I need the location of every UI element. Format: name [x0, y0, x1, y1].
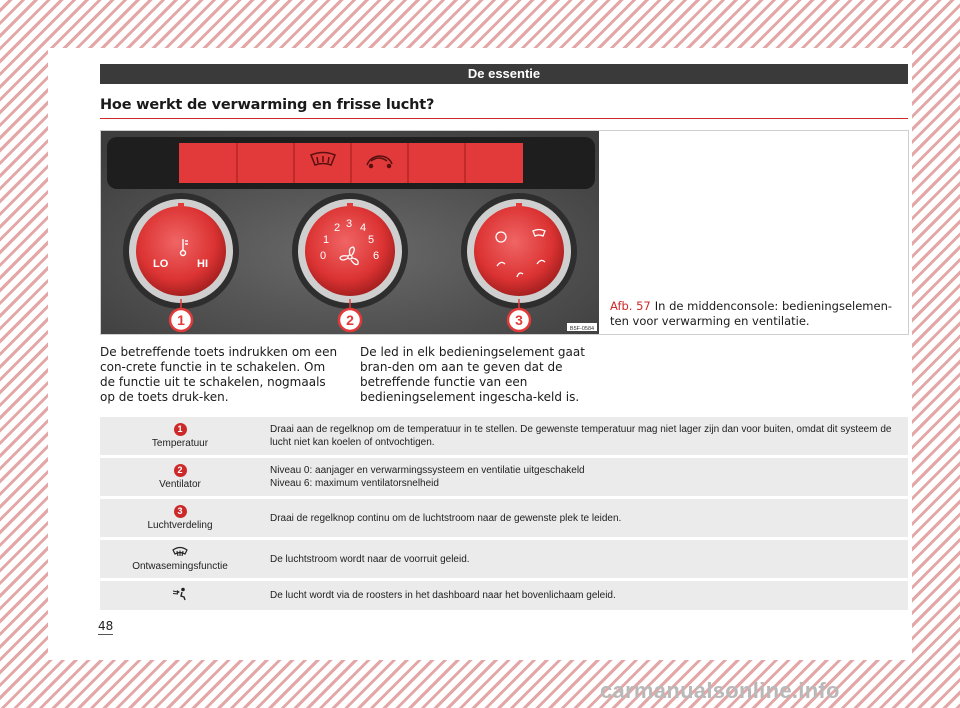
description-line: Niveau 0: aanjager en verwarmingssysteem en ventilatie uitgeschakeld: [270, 465, 585, 476]
svg-text:0: 0: [320, 250, 327, 262]
legend-description: De luchtstroom wordt naar de voorruit geleid.: [260, 540, 908, 578]
number-badge: 1: [174, 423, 187, 436]
svg-text:4: 4: [360, 222, 367, 234]
chapter-header: De essentie: [100, 64, 908, 84]
svg-text:5: 5: [368, 234, 375, 246]
svg-text:6: 6: [373, 250, 380, 262]
watermark: carmanualsonline.info: [600, 678, 840, 703]
figure-code: B5F-0584: [569, 326, 595, 332]
defrost-icon: [172, 546, 188, 558]
legend-symbol-cell: [100, 458, 260, 496]
table-row: [100, 581, 908, 610]
legend-description: Draai aan de regelknop om de temperatuur in te stellen. De gewenste temperatuur mag niet lager zijn dan voor buiten, omdat dit systeem de lucht niet kan koelen of ontvochtigen.: [260, 417, 908, 455]
page-title: Hoe werkt de verwarming en frisse lucht?: [100, 97, 435, 113]
caption-panel: [599, 130, 909, 335]
legend-label: Temperatuur: [151, 438, 209, 449]
page-number: 48: [98, 619, 114, 633]
legend-description: De lucht wordt via de roosters in het dashboard naar het bovenlichaam geleid.: [260, 581, 908, 610]
callout-1: 1: [177, 312, 185, 328]
air-to-body-icon: [172, 587, 188, 601]
callout-3: 3: [515, 312, 523, 328]
controls-legend-table: [100, 414, 908, 613]
legend-symbol-cell: [100, 499, 260, 537]
number-badge: 3: [174, 505, 187, 518]
legend-description: [260, 458, 908, 496]
legend-label: Luchtverdeling: [147, 520, 213, 531]
callout-2: 2: [346, 312, 354, 328]
climate-control-figure: [100, 130, 601, 335]
caption-text: In de middenconsole: bedieningselemen-ten voor verwarming en ventilatie.: [610, 299, 893, 328]
climate-panel-illustration: [101, 131, 600, 334]
legend-description: Draai de regelknop continu om de luchtstroom naar de gewenste plek te leiden.: [260, 499, 908, 537]
number-badge: 2: [174, 464, 187, 477]
svg-text:LO: LO: [153, 258, 169, 270]
figure-caption: [610, 299, 900, 328]
table-row: [100, 499, 908, 537]
page-number-divider: [98, 634, 113, 635]
table-row: [100, 458, 908, 496]
table-row: [100, 417, 908, 455]
paragraph-right: De led in elk bedieningselement gaat bran-den om aan te geven dat de betreffende functie van een bedieningselement ingescha-keld is.: [360, 345, 585, 404]
fan-knob: [292, 193, 408, 309]
paragraph-left: De betreffende toets indrukken om een con-crete functie in te schakelen. Om de functie uit te schakelen, nogmaals op de toets druk-ken.: [100, 345, 338, 404]
legend-symbol-cell: [100, 417, 260, 455]
svg-text:1: 1: [323, 234, 330, 246]
svg-text:2: 2: [334, 222, 341, 234]
air-distribution-knob: [461, 193, 577, 309]
svg-text:HI: HI: [197, 258, 208, 270]
legend-label: Ventilator: [159, 479, 201, 490]
page-sheet: [48, 48, 912, 660]
table-row: [100, 540, 908, 578]
title-divider: [100, 118, 908, 119]
legend-label: Ontwasemingsfunctie: [132, 561, 228, 572]
legend-symbol-cell: [100, 581, 260, 610]
temperature-knob: [123, 193, 239, 309]
svg-text:3: 3: [346, 218, 353, 230]
figure-label: Afb. 57: [610, 299, 651, 313]
legend-symbol-cell: [100, 540, 260, 578]
description-line: Niveau 6: maximum ventilatorsnelheid: [270, 478, 439, 489]
